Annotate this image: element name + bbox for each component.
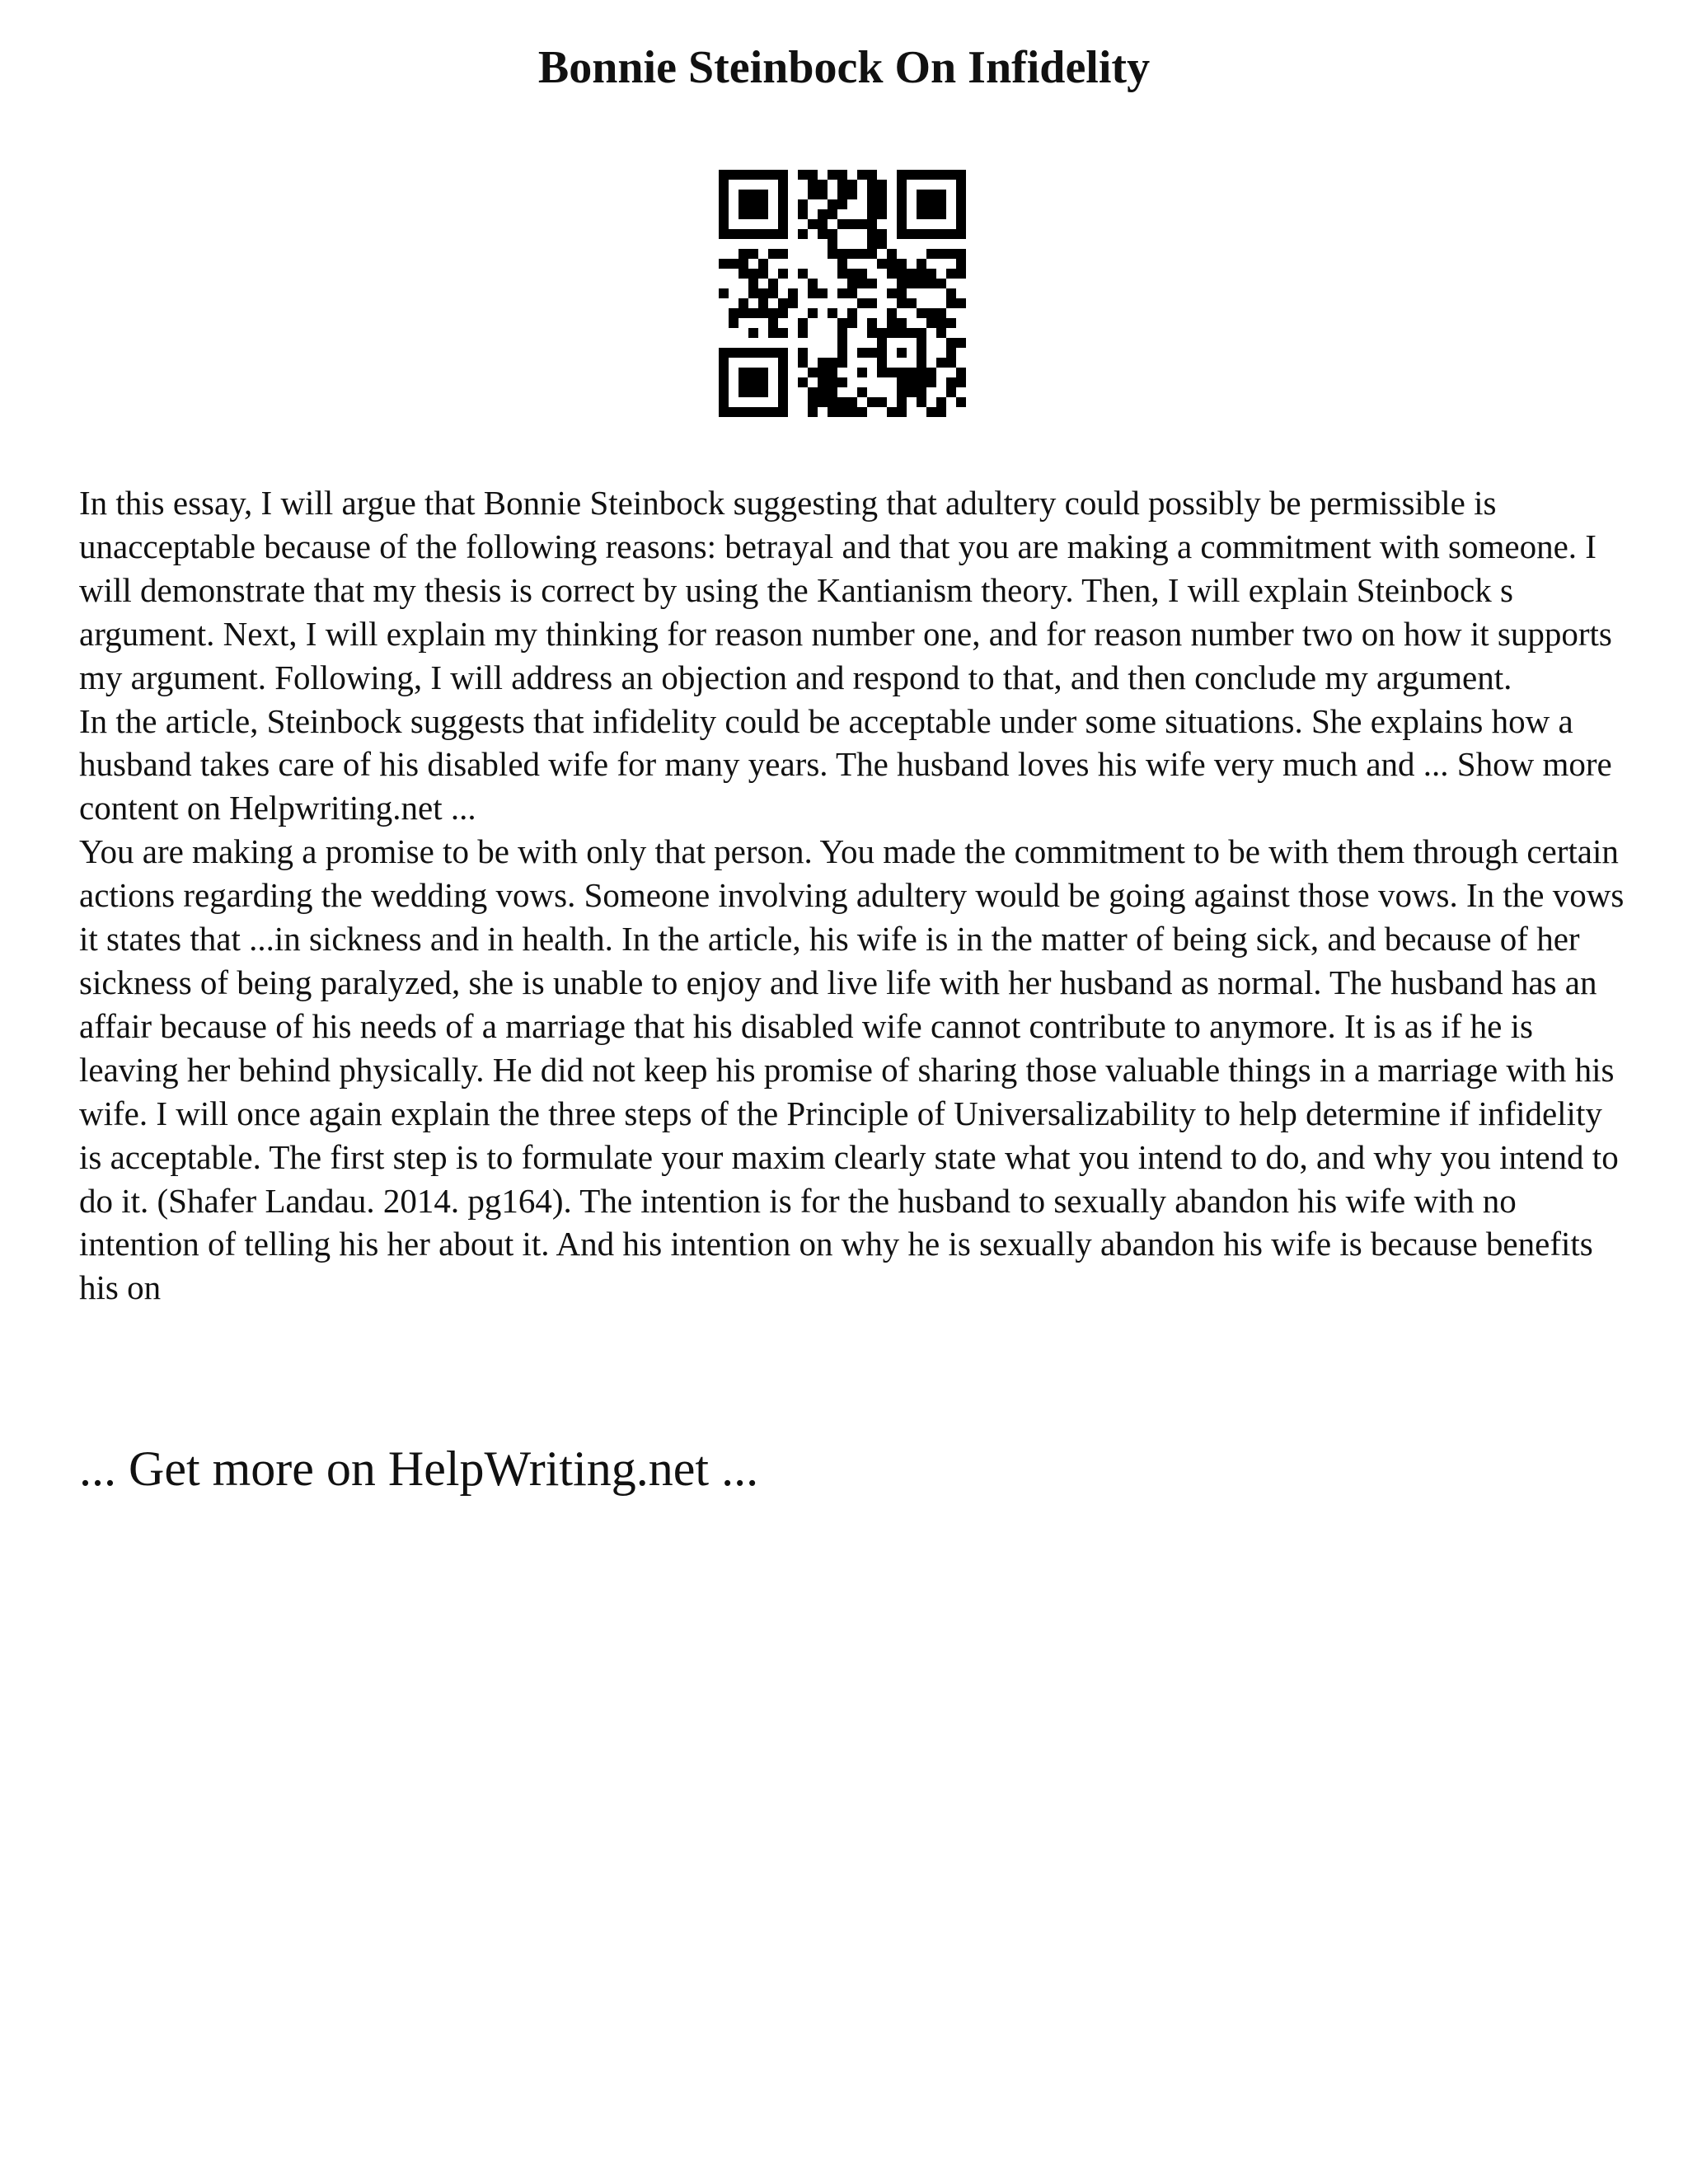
qr-code-icon <box>719 170 966 417</box>
get-more-link[interactable]: ... Get more on HelpWriting.net ... <box>79 1441 759 1496</box>
paragraph-argument: You are making a promise to be with only that person. You made the commitment to be with them through certain actions regarding the wedding vows. Someone involving adultery would be going against those vows. In the vows it states that ...in sickness and in health. In the article, his wife is in the matter of being sick, and because of her sickness of being paralyzed, she is unable to enjoy and live life with her husband as normal. The husband has an affair because of his needs of a marriage that his disabled wife cannot contribute to anymore. It is as if he is leaving her behind physically. He did not keep his promise of sharing those valuable things in a marriage with his wife. I will once again explain the three steps of the Principle of Universalizability to help determine if infidelity is acceptable. The first step is to formulate your maxim clearly state what you intend to do, and why you intend to do it. (Shafer Landau. 2014. pg164). The intention is for the husband to sexually abandon his wife with no intention of telling his her about it. And his intention on why he is sexually abandon his wife is because benefits his on <box>79 832 1625 1307</box>
paragraph-intro: In this essay, I will argue that Bonnie Steinbock suggesting that adultery could possibly be permissible is unacceptable because of the following reasons: betrayal and that you are making a commitment with someone. I will demonstrate that my thesis is correct by using the Kantianism theory. Then, I will explain Steinbock s argument. Next, I will explain my thinking for reason number one, and for reason number two on how it supports my argument. Following, I will address an objection and respond to that, and then conclude my argument. <box>79 484 1612 696</box>
document-title: Bonnie Steinbock On Infidelity <box>537 42 1151 93</box>
essay-body <box>79 481 1629 1310</box>
paragraph-article-summary: In the article, Steinbock suggests that infidelity could be acceptable under some situations. She explains how a husband takes care of his disabled wife for many years. The husband loves his wife very much and ... Show more content on Helpwriting.net ... <box>79 701 1612 827</box>
